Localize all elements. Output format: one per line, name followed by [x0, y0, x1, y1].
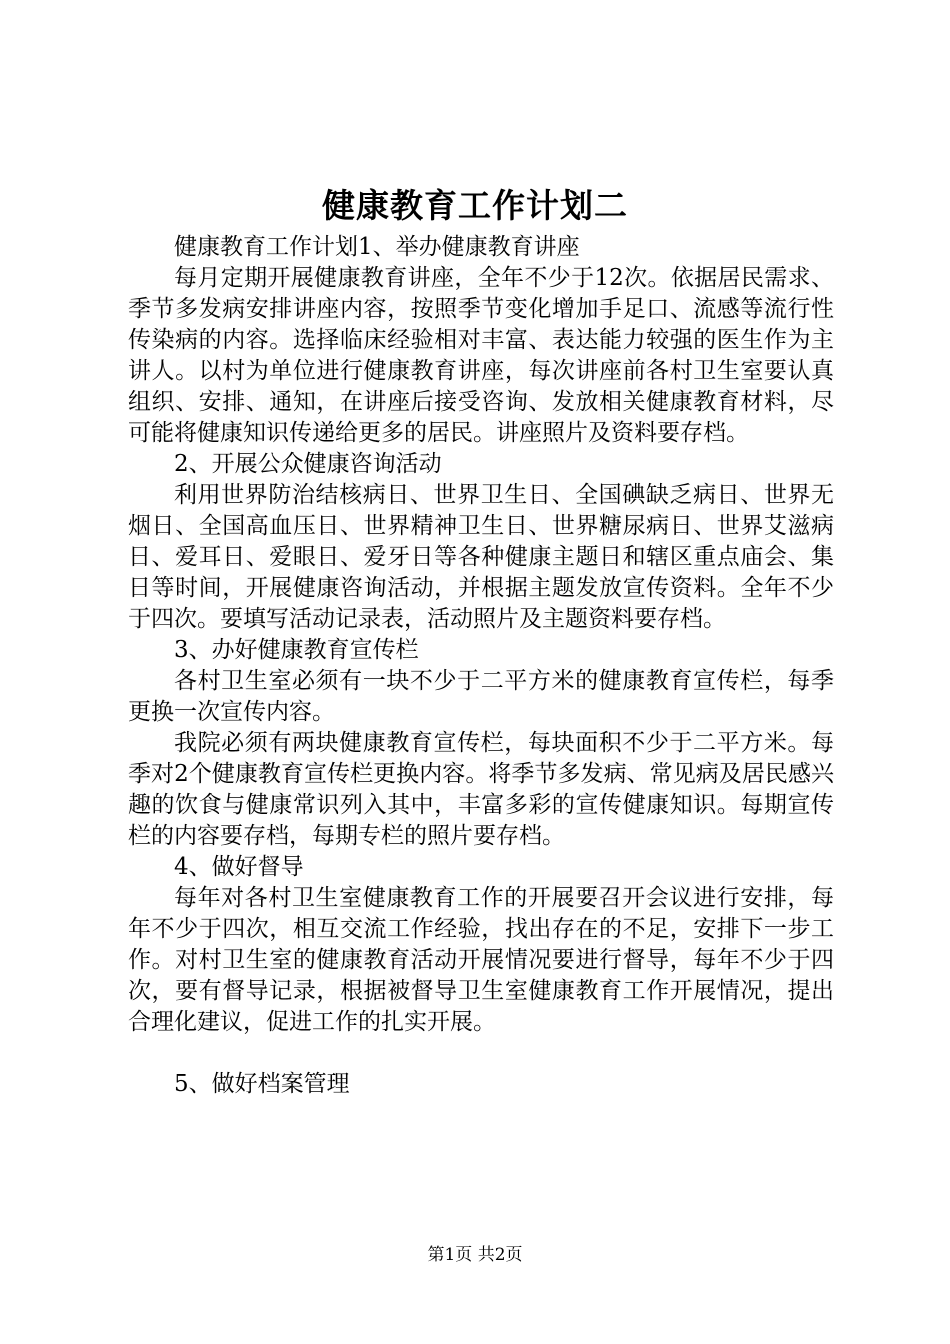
heading-section-5: 5、做好档案管理: [174, 1071, 350, 1097]
heading-section-2: 2、开展公众健康咨询活动: [174, 451, 442, 477]
heading-section-3: 3、办好健康教育宣传栏: [174, 637, 419, 663]
paragraph-consultation: 利用世界防治结核病日、世界卫生日、全国碘缺乏病日、世界无烟日、全国高血压日、世界精神卫生日、世界糖尿病日、世界艾滋病日、爱耳日、爱眼日、爱牙日等各种健康主题日和辖区重点庙会、集日等时间，开展健康咨询活动，并根据主题发放宣传资料。全年不少于四次。要填写活动记录表，活动照片及主题资料要存档。: [128, 482, 834, 632]
paragraph-village-board: 各村卫生室必须有一块不少于二平方米的健康教育宣传栏，每季更换一次宣传内容。: [128, 668, 834, 725]
paragraph-hospital-board: 我院必须有两块健康教育宣传栏，每块面积不少于二平方米。每季对2个健康教育宣传栏更换内容。将季节多发病、常见病及居民感兴趣的饮食与健康常识列入其中，丰富多彩的宣传健康知识。每期宣传栏的内容要存档，每期专栏的照片要存档。: [128, 730, 834, 849]
paragraph-supervision: 每年对各村卫生室健康教育工作的开展要召开会议进行安排，每年不少于四次，相互交流工作经验，找出存在的不足，安排下一步工作。对村卫生室的健康教育活动开展情况要进行督导，每年不少于四次，要有督导记录，根据被督导卫生室健康教育工作开展情况，提出合理化建议，促进工作的扎实开展。: [128, 885, 834, 1035]
document-body: [128, 232, 834, 1100]
heading-section-1: 健康教育工作计划1、举办健康教育讲座: [174, 234, 580, 260]
paragraph-lectures: 每月定期开展健康教育讲座，全年不少于12次。依据居民需求、季节多发病安排讲座内容，按照季节变化增加手足口、流感等流行性传染病的内容。选择临床经验相对丰富、表达能力较强的医生作为主讲人。以村为单位进行健康教育讲座，每次讲座前各村卫生室要认真组织、安排、通知，在讲座后接受咨询、发放相关健康教育材料，尽可能将健康知识传递给更多的居民。讲座照片及资料要存档。: [128, 265, 834, 446]
document-title: 健康教育工作计划二: [322, 186, 628, 225]
page-number: 第1页 共2页: [427, 1245, 523, 1265]
heading-section-4: 4、做好督导: [174, 854, 304, 880]
